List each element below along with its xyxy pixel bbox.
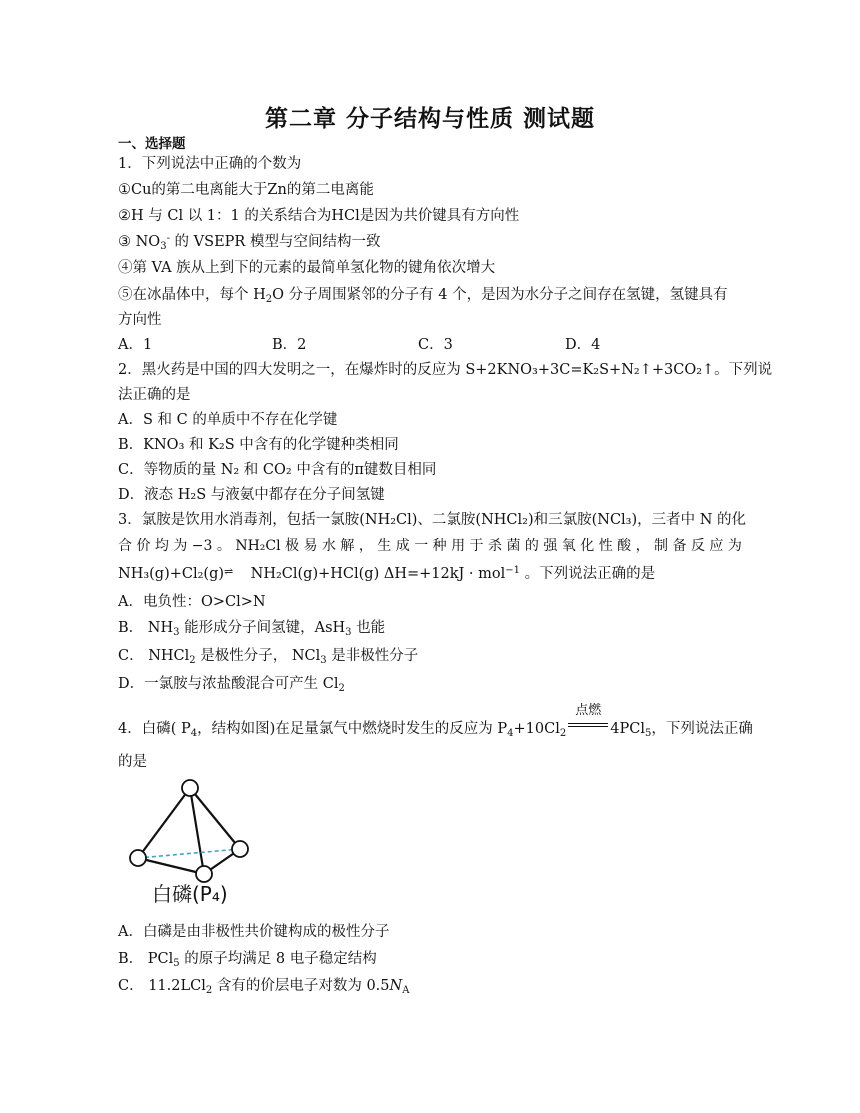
q1-option-a: A．1: [118, 337, 153, 353]
q1-statement-5: ⑤在冰晶体中，每个 $H_2O$ 分子周围紧邻的分子有 4 个，是因为水分子之间存在氢键，氢键具有: [118, 287, 728, 305]
page-title: 第二章 分子结构与性质 测试题: [264, 105, 595, 132]
q3-stem-cont: 合 价 均 为 −3 。 NH₂Cl 极 易 水 解 ， 生 成 一 种 用 于 杀 菌 的 强 氧 化 性 酸 ， 制 备 反 应 为: [118, 538, 742, 554]
q2-option-d: D．液态 H₂S 与液氨中都存在分子间氢键: [118, 487, 385, 503]
reaction-arrow-icon: [566, 703, 610, 735]
q1-option-d: D．4: [565, 337, 601, 353]
q3-option-d: D．一氯胺与浓盐酸混合可产生 $Cl_2$: [118, 676, 345, 694]
q2-option-a: A．S 和 C 的单质中不存在化学键: [118, 412, 338, 428]
q1-statement-5-cont: 方向性: [118, 312, 162, 328]
q2-option-c: C．等物质的量 N₂ 和 CO₂ 中含有的π键数目相同: [118, 462, 437, 478]
q3-option-c: C． NHCl$_2$ 是极性分子， NCl$_3$ 是非极性分子: [118, 648, 419, 666]
q3-option-a: A．电负性：O>Cl>N: [118, 594, 266, 610]
q1-option-c: C．3: [418, 337, 453, 353]
q3-equation: NH₃(g)+Cl₂(g)⇌ NH₂Cl(g)+HCl(g) ΔH=+12kJ · mol$^{-1}$ 。下列说法正确的是: [118, 562, 740, 584]
q4-option-c: C． 11.2LCl$_2$ 含有的价层电子对数为 $0.5N_A$: [118, 978, 410, 996]
q3-stem: 3．氯胺是饮用水消毒剂，包括一氯胺(NH₂Cl)、二氯胺(NHCl₂)和三氯胺(NCl₃)，三者中 N 的化: [118, 512, 747, 528]
q1-option-b: B．2: [272, 337, 307, 353]
q2-option-b: B．KNO₃ 和 K₂S 中含有的化学键种类相同: [118, 437, 399, 453]
q2-stem: 2．黑火药是中国的四大发明之一，在爆炸时的反应为 S+2KNO₃+3C=K₂S+N₂↑+3CO₂↑。下列说: [118, 362, 773, 378]
section-heading: 一、选择题: [118, 136, 186, 152]
figure-caption: 白磷(P₄): [152, 882, 228, 906]
q4-stem: 4．白磷( $P_4$，结构如图)在足量氯气中燃烧时发生的反应为 $P_4+10Cl_2$ 点燃 4PCl$_5$，下列说法正确: [118, 703, 753, 739]
q1-statement-1: ①Cu的第二电离能大于Zn的第二电离能: [118, 182, 374, 198]
q2-stem-cont: 法正确的是: [118, 387, 191, 403]
q4-stem-cont: 的是: [118, 754, 147, 770]
q3-option-b: B． $NH_3$ 能形成分子间氢键，AsH$_3$ 也能: [118, 620, 386, 638]
q1-statement-4: ④第 VA 族从上到下的元素的最简单氢化物的键角依次增大: [118, 260, 496, 276]
q1-statement-3: ③ $NO_3^-$ 的 VSEPR 模型与空间结构一致: [118, 233, 381, 252]
equilibrium-arrow-icon: ⇌: [224, 565, 235, 578]
q4-option-b: B． PCl$_5$ 的原子均满足 8 电子稳定结构: [118, 951, 377, 969]
reaction-condition: 点燃: [575, 703, 602, 718]
q1-stem: 1．下列说法中正确的个数为: [118, 156, 302, 172]
q1-statement-2: ②H 与 Cl 以 1：1 的关系结合为HCl是因为共价键具有方向性: [118, 208, 520, 224]
q4-option-a: A．白磷是由非极性共价键构成的极性分子: [118, 924, 390, 940]
